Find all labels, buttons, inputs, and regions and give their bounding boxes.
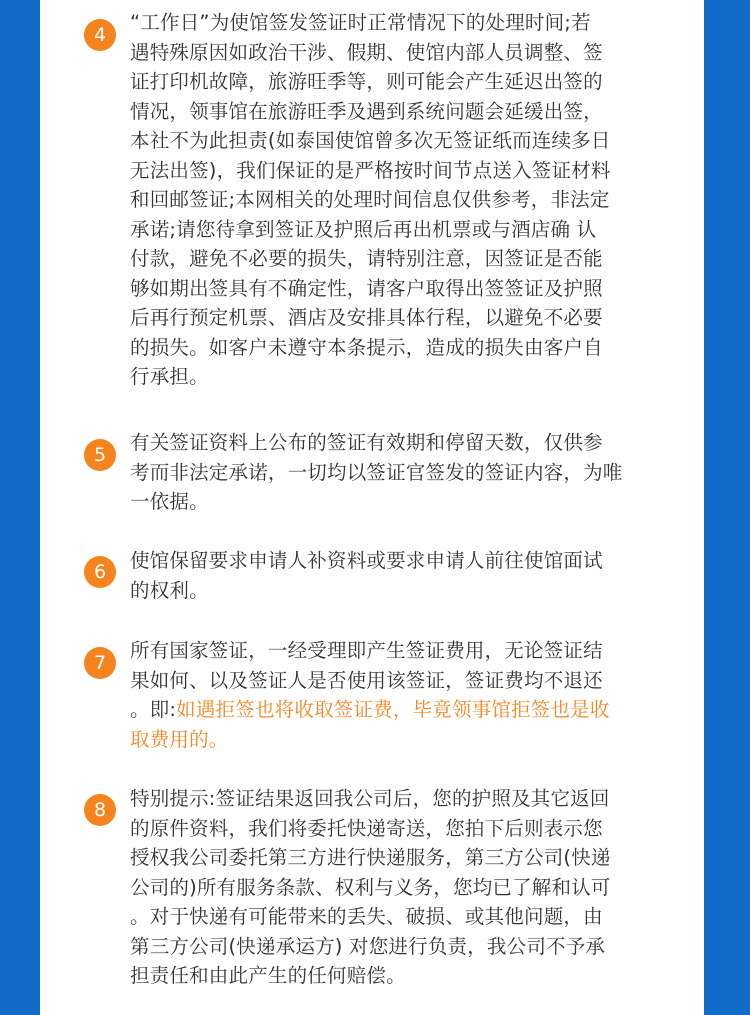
item-number-badge: 7 <box>84 647 116 679</box>
item-number-badge: 8 <box>84 794 116 826</box>
item-text: 有关签证资料上公布的签证有效期和停留天数，仅供参 考而非法定承诺，一切均以签证官签发的签证内容，为唯 一依据。 <box>130 431 623 513</box>
item-number-badge: 4 <box>84 19 116 51</box>
item-text-highlight: 如遇拒签也将收取签证费，毕竟领事馆拒签也是收 取费用的。 <box>130 698 610 751</box>
item-number-badge: 6 <box>84 556 116 588</box>
content-panel <box>40 0 704 1015</box>
item-text: “工作日”为使馆签发签证时正常情况下的处理时间;若 遇特殊原因如政治干涉、假期、使馆内部人员调整、签 证打印机故障，旅游旺季等，则可能会产生延迟出签的 情况，领事馆在旅游旺季及遇到系统问题会延缓出签， 本社不为此担责(如泰国使馆曾多次无签证纸而连续多日 无法出签)，我们保证的是严格按时间节点送入签证材料 和回邮签证;本网相关的处理时间信息仅供参考，非法定 承诺;请您待拿到签证及护照后再出机票或与酒店确 认 付款，避免不必要的损失，请特别注意，因签证是否能 够如期出签具有不确定性，请客户取得出签签证及护照 后再行预定机票、酒店及安排具体行程，以避免不必要 的损失。如客户未遵守本条提示，造成的损失由客户自 行承担。 <box>130 11 611 388</box>
item-text: 特别提示:签证结果返回我公司后，您的护照及其它返回 的原件资料，我们将委托快递寄送，您拍下后则表示您 授权我公司委托第三方进行快递服务，第三方公司(快递 公司的)所有服务条款、权利与义务，您均已了解和认可 。对于快递有可能带来的丢失、破损、或其他问题，由 第三方公司(快递承运方) 对您进行负责，我公司不予承 担责任和由此产生的任何赔偿。 <box>130 787 611 987</box>
item-text-normal: 所有国家签证，一经受理即产生签证费用，无论签证结 果如何、以及签证人是否使用该签证，签证费均不退还 。即: <box>130 639 603 721</box>
item-text: 使馆保留要求申请人补资料或要求申请人前往使馆面试 的权利。 <box>130 549 603 602</box>
item-text <box>130 636 658 754</box>
item-number-badge: 5 <box>84 439 116 471</box>
